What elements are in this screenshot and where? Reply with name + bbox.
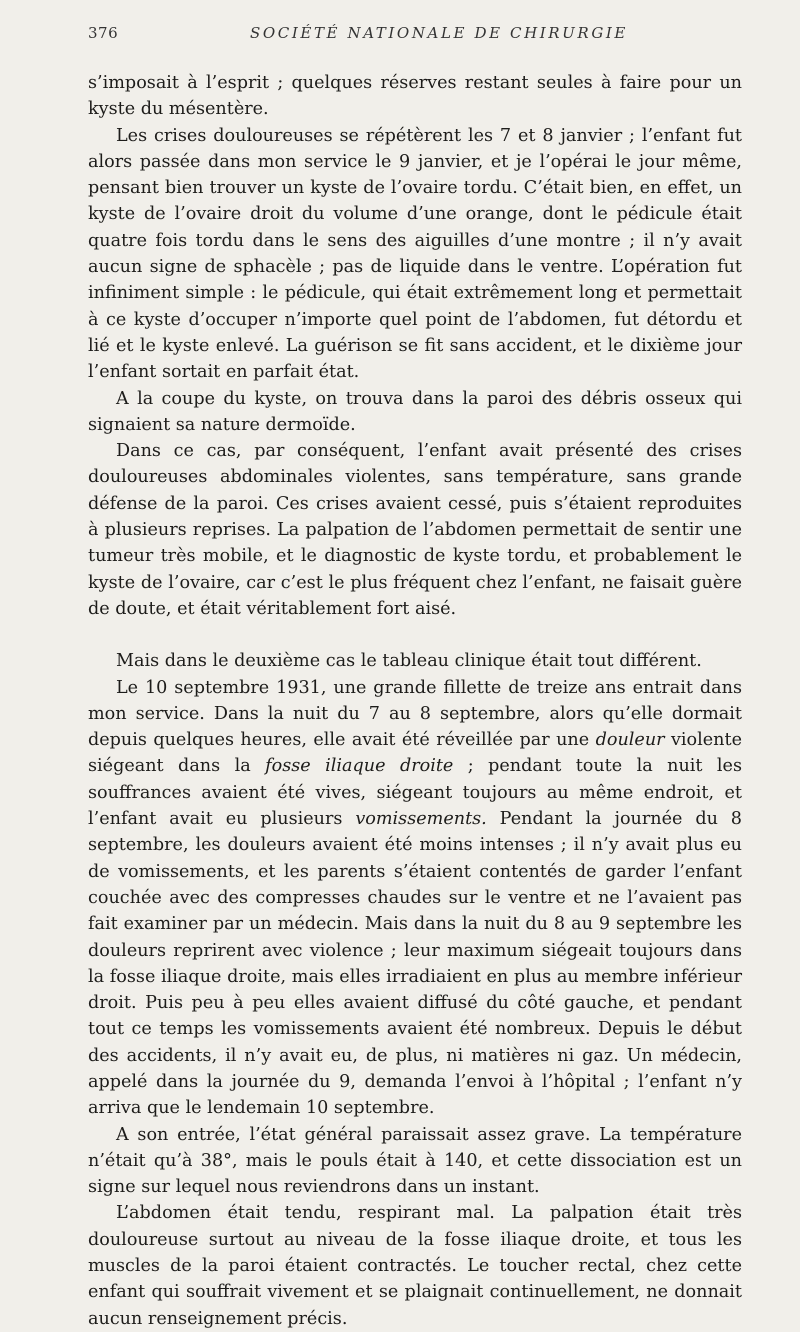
italic-text: fosse iliaque droite xyxy=(265,756,454,777)
text-run: Pendant la journée du 8 septembre, les douleurs avaient été moins intenses ; il n’y avait plus eu de vomissements, et les parents s’étaient contentés de garder l’enfant couchée avec des compresses chaudes sur le ventre et ne l’avaient pas fait examiner par un médecin. Mais dans la nuit du 8 au 9 septembre les douleurs reprirent avec violence ; leur maximum siégeait toujours dans la fosse iliaque droite, mais elles irradiaient en plus au membre inférieur droit. Puis peu à peu elles avaient diffusé du côté gauche, et pendant tout ce temps les vomissements avaient été nombreux. Depuis le début des accidents, il n’y avait eu, de plus, ni matières ni gaz. Un médecin, appelé dans la journée du 9, demanda l’envoi à l’hôpital ; l’enfant n’y arriva que le lendemain 10 septembre. xyxy=(88,809,742,1119)
text-run: Le 10 septembre 1931, une grande fillette de treize ans entrait dans mon service. Dans la nuit du 7 au 8 septembre, alors qu’elle dormait depuis quelques heures, elle avait été réveillée par une xyxy=(88,677,742,751)
paragraph xyxy=(88,438,742,622)
body-text xyxy=(88,70,742,1332)
text-run: s’imposait à l’esprit ; quelques réserves restant seules à faire pour un kyste du mésentère. xyxy=(88,73,742,120)
text-run: ; pendant toute la nuit les souffrances avaient été vives, siégeant toujours au même endroit, et l’enfant avait eu plusieurs xyxy=(88,756,742,830)
paragraph xyxy=(88,386,742,439)
paragraph xyxy=(88,123,742,386)
text-run: Mais dans le deuxième cas le tableau clinique était tout différent. xyxy=(116,651,702,672)
text-run: Les crises douloureuses se répétèrent les 7 et 8 janvier ; l’enfant fut alors passée dans mon service le 9 janvier, et je l’opérai le jour même, pensant bien trouver un kyste de l’ovaire tordu. C’était bien, en effet, un kyste de l’ovaire droit du volume d’une orange, dont le pédicule était quatre fois tordu dans le sens des aiguilles d’une montre ; il n’y avait aucun signe de sphacèle ; pas de liquide dans le ventre. L’opération fut infiniment simple : le pédicule, qui était extrêmement long et permettait à ce kyste d’occuper n’importe quel point de l’abdomen, fut détordu et lié et le kyste enlevé. La guérison se fit sans accident, et le dixième jour l’enfant sortait en parfait état. xyxy=(88,125,742,383)
paragraph xyxy=(88,675,742,1122)
paragraph xyxy=(88,1122,742,1201)
paragraph xyxy=(88,1200,742,1331)
text-run: L’abdomen était tendu, respirant mal. La palpation était très douloureuse surtout au niveau de la fosse iliaque droite, et tous les muscles de la paroi étaient contractés. Le toucher rectal, chez cette enfant qui souffrait vivement et se plaignait continuellement, ne donnait aucun renseignement précis. xyxy=(88,1203,742,1329)
text-run: A la coupe du kyste, on trouva dans la paroi des débris osseux qui signaient sa nature dermoïde. xyxy=(88,388,742,435)
italic-text: douleur xyxy=(595,730,665,751)
italic-text: vomissements. xyxy=(355,809,487,830)
paragraph xyxy=(88,648,742,674)
text-run: A son entrée, l’état général paraissait assez grave. La température n’était qu’à 38°, mais le pouls était à 140, et cette dissociation est un signe sur lequel nous reviendrons dans un instant. xyxy=(88,1124,742,1198)
page-header xyxy=(88,24,750,46)
running-title: SOCIÉTÉ NATIONALE DE CHIRURGIE xyxy=(250,24,628,42)
paragraph xyxy=(88,70,742,123)
page-number: 376 xyxy=(88,24,119,42)
text-run: Dans ce cas, par conséquent, l’enfant avait présenté des crises douloureuses abdominales violentes, sans température, sans grande défense de la paroi. Ces crises avaient cessé, puis s’étaient reproduites à plusieurs reprises. La palpation de l’abdomen permettait de sentir une tumeur très mobile, et le diagnostic de kyste tordu, et probablement le kyste de l’ovaire, car c’est le plus fréquent chez l’enfant, ne faisait guère de doute, et était véritablement fort aisé. xyxy=(88,441,742,619)
text-run: violente siégeant dans la xyxy=(88,730,742,777)
